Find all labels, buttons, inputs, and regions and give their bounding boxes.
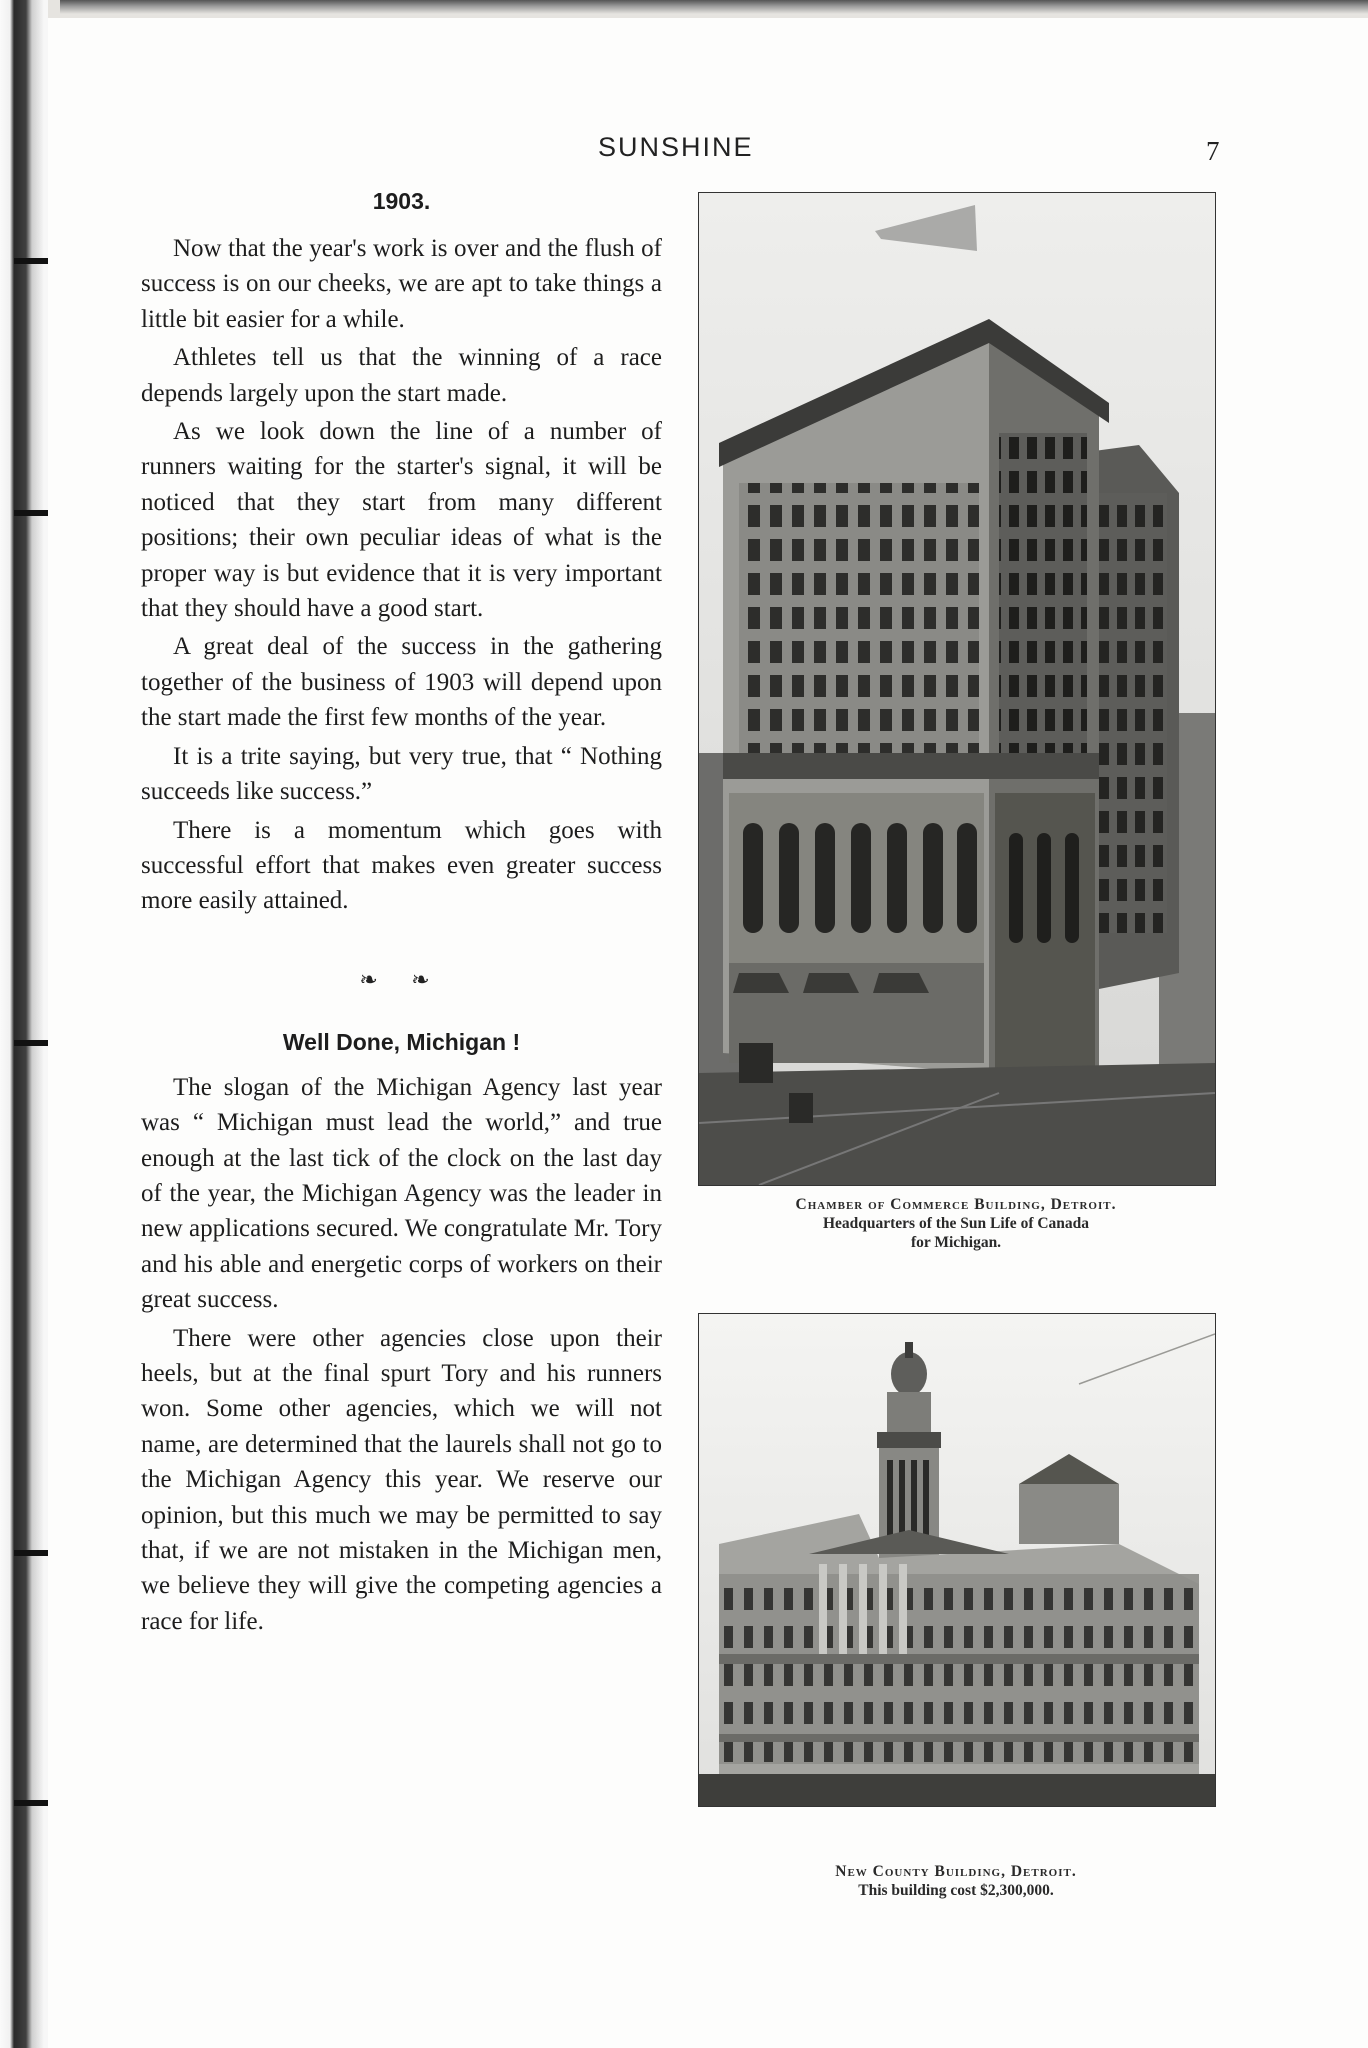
running-head: SUNSHINE xyxy=(598,132,754,162)
binding-edge xyxy=(0,0,48,2048)
page-number: 7 xyxy=(1206,136,1220,166)
binding-mark xyxy=(14,1800,48,1806)
county-building-photo xyxy=(698,1313,1216,1807)
binding-mark xyxy=(14,258,48,264)
article1-paragraph: It is a trite saying, but very true, that “ Nothing succeeds like success.” xyxy=(141,742,662,806)
article1-paragraph: There is a momentum which goes with successful effort that makes even greater success more easily attained. xyxy=(141,816,662,915)
binding-mark xyxy=(14,1040,48,1046)
text-column xyxy=(141,188,662,1642)
caption-title: New County Building, Detroit. xyxy=(835,1863,1077,1880)
chamber-of-commerce-caption xyxy=(698,1195,1214,1252)
binding-mark xyxy=(14,1550,48,1556)
article-title-1903: 1903. xyxy=(372,188,431,214)
article-title-michigan: Well Done, Michigan ! xyxy=(282,1028,521,1055)
chamber-of-commerce-photo xyxy=(698,192,1216,1186)
scan-top-edge xyxy=(60,0,1368,20)
caption-line: This building cost $2,300,000. xyxy=(858,1882,1054,1899)
article2-paragraph: There were other agencies close upon their heels, but at the final spurt Tory and his runners won. Some other agencies, which we will not name, are determined that the laurels shall not go to the Michigan Agency this year. We reserve our opinion, but this much we may be permitted to say that, if we are not mistaken in the Michigan men, we believe they will give the competing agencies a race for life. xyxy=(141,1324,662,1635)
caption-line: for Michigan. xyxy=(910,1234,1002,1251)
caption-line: Headquarters of the Sun Life of Canada xyxy=(822,1215,1090,1232)
binding-mark xyxy=(14,510,48,516)
article1-paragraph: Now that the year's work is over and the flush of success is on our cheeks, we are apt to take things a little bit easier for a while. xyxy=(141,235,662,333)
article1-paragraph: A great deal of the success in the gathering together of the business of 1903 will depend upon the start made the first few months of the year. xyxy=(141,633,662,732)
section-ornament: ❧ ❧ xyxy=(359,966,444,992)
article2-paragraph: The slogan of the Michigan Agency last year was “ Michigan must lead the world,” and true enough at the last tick of the clock on the last day of the year, the Michigan Agency was the leader in new applications secured. We congratulate Mr. Tory and his able and energetic corps of workers on their great success. xyxy=(141,1073,662,1314)
article1-paragraph: Athletes tell us that the winning of a race depends largely upon the start made. xyxy=(141,344,662,407)
county-building-caption xyxy=(698,1862,1214,1900)
caption-title: Chamber of Commerce Building, Detroit. xyxy=(795,1196,1117,1213)
article1-paragraph: As we look down the line of a number of runners waiting for the starter's signal, it will be noticed that they start from many different positions; their own peculiar ideas of what is the proper way is but evidence that it is very important that they should have a good start. xyxy=(141,418,662,623)
